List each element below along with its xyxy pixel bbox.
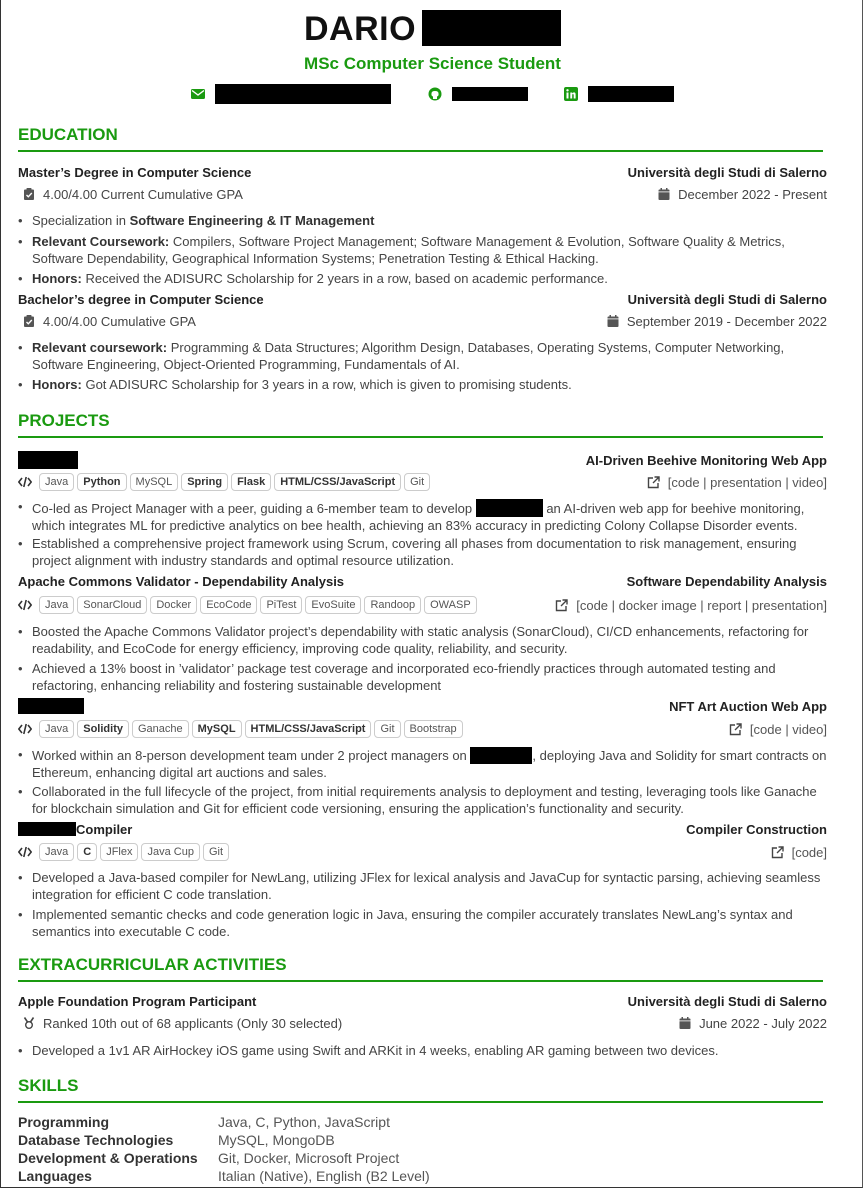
skill-value: Italian (Native), English (B2 Level)	[218, 1168, 430, 1184]
redacted-project1-name	[18, 451, 78, 469]
first-name: DARIO	[303, 10, 417, 48]
masters-bullet-2: • Relevant Coursework: Compilers, Software Project Management; Software Management & Evolution, Software Quality & Metrics, Software Dependability, Geographical Information Systems; Penetration Testing & Ethical Hacking.	[18, 234, 830, 267]
projects-divider	[18, 436, 823, 438]
redacted-linkedin	[588, 86, 674, 102]
extracurricular-bullet-1: • Developed a 1v1 AR AirHockey iOS game using Swift and ARKit in 4 weeks, enabling AR gaming between two devices.	[18, 1043, 830, 1060]
external-link-icon	[771, 846, 784, 859]
skill-value: Git, Docker, Microsoft Project	[218, 1150, 400, 1166]
extracurricular-detail: Ranked 10th out of 68 applicants (Only 30 selected)	[43, 1016, 343, 1031]
skill-row	[18, 1131, 430, 1149]
skill-row	[18, 1167, 430, 1185]
masters-dates-line	[658, 187, 827, 202]
project2-bullet-2: • Achieved a 13% boost in ’validator’ package test coverage and incorporated eco-friendly practices through automated testing and refactoring, enhancing reliability and fostering sustainable development	[18, 661, 830, 694]
tag: Python	[77, 473, 126, 491]
tag: HTML/CSS/JavaScript	[274, 473, 401, 491]
tag: Git	[374, 720, 400, 738]
project1-tags	[18, 473, 430, 491]
masters-dates: December 2022 - Present	[678, 187, 827, 202]
contact-linkedin[interactable]	[564, 86, 674, 102]
project3-header	[18, 698, 827, 714]
tag: Java Cup	[141, 843, 199, 861]
extracurricular-heading: EXTRACURRICULAR ACTIVITIES	[18, 955, 287, 974]
education-heading: EDUCATION	[18, 125, 118, 144]
project2-type: Software Dependability Analysis	[626, 574, 827, 589]
project2-links-text[interactable]: [code | docker image | report | presentation]	[576, 597, 827, 613]
redacted-project3-ref	[470, 747, 532, 764]
tag: HTML/CSS/JavaScript	[245, 720, 372, 738]
redacted-email	[215, 84, 391, 104]
project1-type: AI-Driven Beehive Monitoring Web App	[585, 452, 827, 468]
bachelors-dates-line	[607, 314, 827, 329]
masters-header	[18, 165, 827, 180]
project4-name: Compiler	[18, 822, 132, 837]
project1-links-text[interactable]: [code | presentation | video]	[667, 474, 827, 490]
bachelors-gpa-line	[18, 314, 196, 329]
medal-icon	[23, 1017, 35, 1029]
calendar-icon	[658, 188, 670, 200]
redacted-project4-name	[18, 822, 76, 836]
tag: Ganache	[132, 720, 189, 738]
project2-bullet-1: • Boosted the Apache Commons Validator project’s dependability with static analysis (SonarCloud), CI/CD enhancements, refactoring for readability, and EcoCode for energy efficiency, improving code quality, reliability, and security.	[18, 624, 830, 657]
masters-bullet-3: • Honors: Received the ADISURC Scholarship for 2 years in a row, based on academic performance.	[18, 271, 830, 288]
bachelors-school: Università degli Studi di Salerno	[627, 292, 827, 307]
tag: Flask	[231, 473, 271, 491]
skill-label: Development & Operations	[18, 1150, 198, 1166]
skill-row	[18, 1113, 430, 1131]
linkedin-icon	[564, 87, 578, 101]
code-icon	[18, 476, 32, 488]
external-link-icon	[729, 723, 742, 736]
bachelors-dates: September 2019 - December 2022	[626, 314, 827, 329]
project3-tags	[18, 720, 463, 738]
extracurricular-dates: June 2022 - July 2022	[699, 1016, 827, 1031]
tag: SonarCloud	[77, 596, 147, 614]
skills-heading: SKILLS	[18, 1076, 79, 1095]
project4-bullet-1: • Developed a Java-based compiler for NewLang, utilizing JFlex for lexical analysis and JavaCup for syntactic parsing, achieving seamless integration for efficient C code translation.	[18, 870, 830, 903]
skill-value: Java, C, Python, JavaScript	[218, 1114, 390, 1130]
project3-links-text[interactable]: [code | video]	[749, 721, 827, 737]
tag: Git	[203, 843, 229, 861]
project4-bullet-2: • Implemented semantic checks and code generation logic in Java, ensuring the compiler accurately translates NewLang’s syntax and semantics into executable C code.	[18, 907, 830, 940]
code-icon	[18, 599, 32, 611]
extracurricular-school: Università degli Studi di Salerno	[627, 994, 827, 1009]
bachelors-bullet-2: • Honors: Got ADISURC Scholarship for 3 years in a row, which is given to promising students.	[18, 377, 830, 394]
candidate-name	[1, 8, 863, 50]
bachelors-gpa: 4.00/4.00 Cumulative GPA	[43, 314, 196, 329]
project2-tags	[18, 596, 477, 614]
masters-subheader	[18, 187, 827, 202]
tag: EvoSuite	[305, 596, 361, 614]
bachelors-header	[18, 292, 827, 307]
tag: Java	[39, 843, 74, 861]
project2-header	[18, 574, 827, 589]
masters-degree: Master’s Degree in Computer Science	[18, 165, 252, 180]
candidate-title: MSc Computer Science Student	[304, 54, 561, 73]
tag: C	[77, 843, 97, 861]
extracurricular-divider	[18, 980, 823, 982]
bachelors-subheader	[18, 314, 827, 329]
code-icon	[18, 846, 32, 858]
masters-school: Università degli Studi di Salerno	[627, 165, 827, 180]
tag: EcoCode	[200, 596, 257, 614]
bachelors-degree: Bachelor’s degree in Computer Science	[18, 292, 264, 307]
tag: OWASP	[424, 596, 477, 614]
clipboard-icon	[23, 188, 35, 200]
external-link-icon	[555, 599, 568, 612]
contact-email[interactable]	[191, 84, 391, 104]
extracurricular-role: Apple Foundation Program Participant	[18, 994, 257, 1009]
project3-tech-row	[18, 720, 827, 738]
tag: Git	[404, 473, 430, 491]
masters-gpa: 4.00/4.00 Current Cumulative GPA	[43, 187, 243, 202]
tag: Spring	[181, 473, 228, 491]
github-icon	[428, 87, 442, 101]
education-divider	[18, 150, 823, 152]
skills-table	[18, 1113, 430, 1185]
clipboard-icon	[23, 315, 35, 327]
project1-bullet-2: • Established a comprehensive project framework using Scrum, covering all phases from documentation to risk management, ensuring project alignment with industry standards and optimal resource utilization.	[18, 536, 830, 569]
project4-tags	[18, 843, 229, 861]
email-icon	[191, 87, 205, 101]
projects-heading: PROJECTS	[18, 411, 110, 430]
tag: Solidity	[77, 720, 129, 738]
project1-bullet-1: • Co-led as Project Manager with a peer, guiding a 6-member team to develop an AI-driven web app for beehive monitoring, which integrates ML for predictive analytics on bee health, achieving an 83% accuracy in predicting Colony Collapse Disorder events.	[18, 499, 830, 534]
redacted-github	[452, 87, 528, 101]
skill-row	[18, 1149, 430, 1167]
code-icon	[18, 723, 32, 735]
project3-type: NFT Art Auction Web App	[669, 698, 827, 714]
skill-value: MySQL, MongoDB	[218, 1132, 335, 1148]
project1-links[interactable]	[647, 475, 827, 490]
tag: MySQL	[130, 473, 179, 491]
skill-label: Database Technologies	[18, 1132, 174, 1148]
contact-github[interactable]	[428, 87, 528, 101]
tag: Randoop	[364, 596, 421, 614]
tag: PiTest	[260, 596, 302, 614]
skills-divider	[18, 1101, 823, 1103]
project4-tech-row	[18, 843, 827, 861]
project2-links[interactable]	[555, 598, 827, 613]
project4-type: Compiler Construction	[686, 822, 827, 837]
project3-bullet-1: • Worked within an 8-person development team under 2 project managers on , deploying Java and Solidity for smart contracts on Ethereum, enhancing digital art auctions and sales.	[18, 747, 830, 781]
masters-bullet-1: • Specialization in Software Engineering & IT Management	[18, 213, 830, 230]
project2-tech-row	[18, 596, 827, 614]
tag: Docker	[150, 596, 197, 614]
skill-label: Languages	[18, 1168, 92, 1184]
contact-bar	[1, 83, 863, 105]
extracurricular-dates-line	[679, 1016, 827, 1031]
redacted-project1-ref	[476, 499, 543, 517]
calendar-icon	[679, 1017, 691, 1029]
project4-links[interactable]	[771, 845, 827, 860]
project1-tech-row	[18, 473, 827, 491]
resume-header	[1, 8, 863, 105]
redacted-project3-name	[18, 698, 84, 714]
extracurricular-header	[18, 994, 827, 1009]
bachelors-bullet-1: • Relevant coursework: Programming & Data Structures; Algorithm Design, Databases, Operating Systems, Computer Networking, Software Engineering, Object-Oriented Programming, Fundamentals of AI.	[18, 340, 830, 373]
project3-links[interactable]	[729, 722, 827, 737]
tag: Java	[39, 473, 74, 491]
skill-label: Programming	[18, 1114, 110, 1130]
tag: Java	[39, 596, 74, 614]
tag: JFlex	[100, 843, 138, 861]
masters-gpa-line	[18, 187, 243, 202]
tag: Bootstrap	[404, 720, 463, 738]
tag: MySQL	[192, 720, 242, 738]
extracurricular-subheader	[18, 1016, 827, 1031]
calendar-icon	[607, 315, 619, 327]
project1-header	[18, 451, 827, 469]
project3-bullet-2: • Collaborated in the full lifecycle of the project, from initial requirements analysis to deployment and testing, leveraging tools like Ganache for blockchain simulation and Git for efficient code versioning, ensuring the application’s functionality and security.	[18, 784, 830, 817]
extracurricular-detail-line	[18, 1016, 342, 1031]
external-link-icon	[647, 476, 660, 489]
project4-links-text[interactable]: [code]	[791, 844, 827, 860]
redacted-surname	[422, 10, 561, 46]
project2-name: Apache Commons Validator - Dependability Analysis	[18, 574, 345, 589]
project4-header	[18, 822, 827, 837]
tag: Java	[39, 720, 74, 738]
